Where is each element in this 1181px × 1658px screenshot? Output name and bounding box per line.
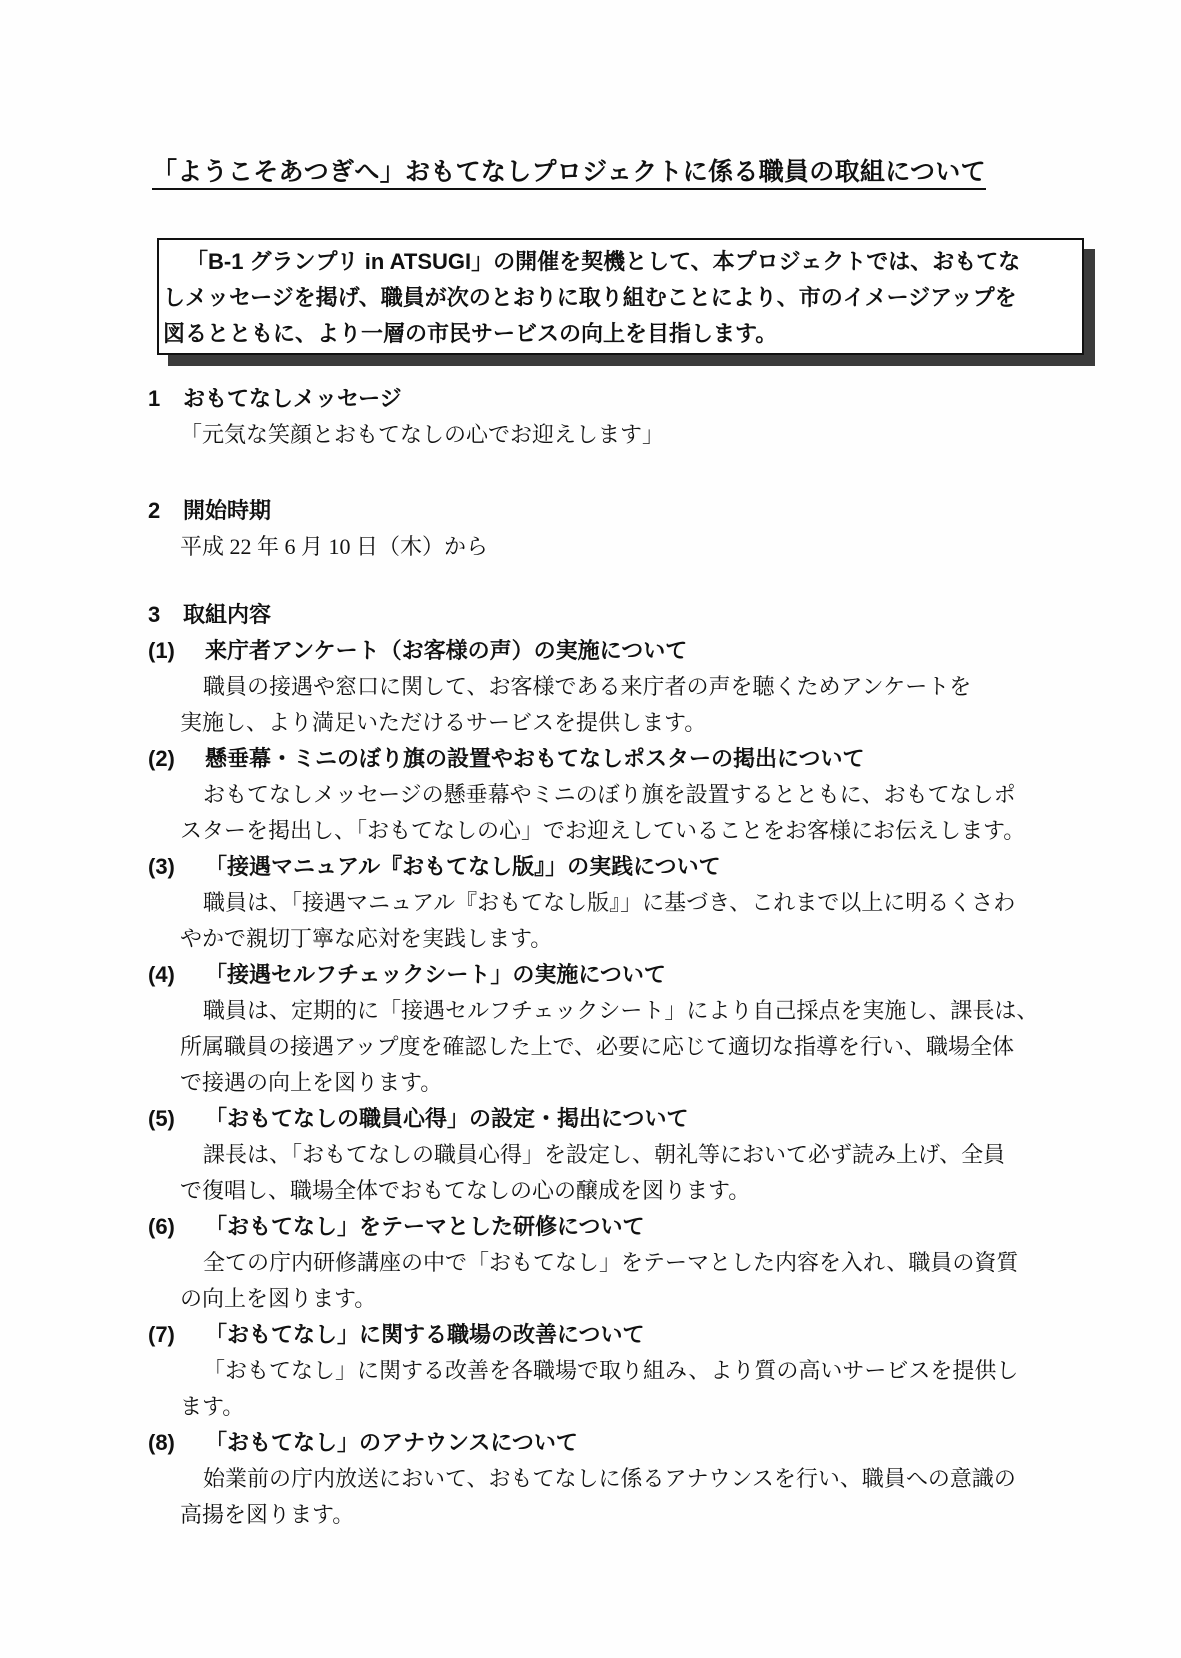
item-body-line: 職員の接遇や窓口に関して、お客様である来庁者の声を聴くためアンケートを xyxy=(203,674,972,699)
item-heading xyxy=(0,849,1181,885)
initiative-item-1 xyxy=(0,633,1181,741)
item-body-line: 高揚を図ります。 xyxy=(180,1502,355,1527)
item-heading-text: 来庁者アンケート（お客様の声）の実施について xyxy=(205,638,688,663)
item-number: (4) xyxy=(148,962,175,987)
item-heading xyxy=(0,1317,1181,1353)
item-body-line: 職員は、「接遇マニュアル『おもてなし版』」に基づき、これまで以上に明るくさわ xyxy=(203,890,1016,915)
item-body-line: で接遇の向上を図ります。 xyxy=(180,1070,443,1095)
item-body-line: 全ての庁内研修講座の中で「おもてなし」をテーマとした内容を入れ、職員の資質 xyxy=(203,1250,1019,1275)
item-body-line: 始業前の庁内放送において、おもてなしに係るアナウンスを行い、職員への意識の xyxy=(203,1466,1016,1491)
item-heading xyxy=(0,1101,1181,1137)
initiative-item-6 xyxy=(0,1209,1181,1317)
section-body-line: 平成 22 年 6 月 10 日（木）から xyxy=(180,534,489,559)
section-initiatives xyxy=(0,597,1181,1533)
item-body-line: ます。 xyxy=(180,1394,245,1419)
section-heading-text: 開始時期 xyxy=(183,498,272,523)
item-heading-text: 懸垂幕・ミニのぼり旗の設置やおもてなしポスターの掲出について xyxy=(205,746,865,771)
section-number: 1 xyxy=(148,386,161,411)
intro-line: 図るとともに、より一層の市民サービスの向上を目指します。 xyxy=(163,321,778,346)
item-heading-text: 「接遇マニュアル『おもてなし版』」の実践について xyxy=(205,854,721,879)
item-body-line: の向上を図ります。 xyxy=(180,1286,377,1311)
item-heading-text: 「おもてなし」をテーマとした研修について xyxy=(205,1214,645,1239)
item-body-line: 職員は、定期的に「接遇セルフチェックシート」により自己採点を実施し、課長は、 xyxy=(203,998,1039,1023)
document-title: 「ようこそあつぎへ」おもてなしプロジェクトに係る職員の取組について xyxy=(152,156,986,190)
section-heading-text: 取組内容 xyxy=(183,602,272,627)
item-number: (7) xyxy=(148,1322,175,1347)
item-heading-text: 「接遇セルフチェックシート」の実施について xyxy=(205,962,666,987)
item-heading-text: 「おもてなしの職員心得」の設定・掲出について xyxy=(205,1106,689,1131)
initiative-item-2 xyxy=(0,741,1181,849)
section-number: 3 xyxy=(148,602,161,627)
section-heading-text: おもてなしメッセージ xyxy=(183,386,402,411)
initiative-item-5 xyxy=(0,1101,1181,1209)
section-heading xyxy=(0,381,1181,417)
item-heading xyxy=(0,1209,1181,1245)
item-number: (1) xyxy=(148,638,175,663)
item-number: (3) xyxy=(148,854,175,879)
item-body-line: おもてなしメッセージの懸垂幕やミニのぼり旗を設置するとともに、おもてなしポ xyxy=(203,782,1016,807)
item-heading xyxy=(0,957,1181,993)
item-heading-text: 「おもてなし」に関する職場の改善について xyxy=(205,1322,645,1347)
item-body-line: 実施し、より満足いただけるサービスを提供します。 xyxy=(180,710,707,735)
intro-line: 「B-1 グランプリ in ATSUGI」の開催を契機として、本プロジェクトでは、おもてな xyxy=(186,249,1021,274)
item-body-line: 所属職員の接遇アップ度を確認した上で、必要に応じて適切な指導を行い、職場全体 xyxy=(180,1034,1015,1059)
item-number: (2) xyxy=(148,746,175,771)
item-heading xyxy=(0,1425,1181,1461)
item-number: (6) xyxy=(148,1214,175,1239)
item-body-line: 課長は、「おもてなしの職員心得」を設定し、朝礼等において必ず読み上げ、全員 xyxy=(203,1142,1006,1167)
section-message xyxy=(0,381,1181,453)
item-heading-text: 「おもてなし」のアナウンスについて xyxy=(205,1430,578,1455)
item-number: (5) xyxy=(148,1106,175,1131)
section-body-line: 「元気な笑顔とおもてなしの心でお迎えします」 xyxy=(180,422,665,447)
item-body-line: スターを掲出し、「おもてなしの心」でお迎えしていることをお客様にお伝えします。 xyxy=(180,818,1026,843)
item-heading xyxy=(0,633,1181,669)
initiative-item-4 xyxy=(0,957,1181,1101)
initiative-item-7 xyxy=(0,1317,1181,1425)
section-number: 2 xyxy=(148,498,161,523)
intro-box xyxy=(157,238,1084,355)
item-body-line: で復唱し、職場全体でおもてなしの心の醸成を図ります。 xyxy=(180,1178,751,1203)
item-heading xyxy=(0,741,1181,777)
section-heading xyxy=(0,597,1181,633)
section-heading xyxy=(0,493,1181,529)
section-start-date xyxy=(0,493,1181,565)
item-body-line: 「おもてなし」に関する改善を各職場で取り組み、より質の高いサービスを提供し xyxy=(203,1358,1019,1383)
initiative-item-8 xyxy=(0,1425,1181,1533)
initiative-item-3 xyxy=(0,849,1181,957)
item-body-line: やかで親切丁寧な応対を実践します。 xyxy=(180,926,553,951)
item-number: (8) xyxy=(148,1430,175,1455)
intro-line: しメッセージを掲げ、職員が次のとおりに取り組むことにより、市のイメージアップを xyxy=(163,285,1017,310)
